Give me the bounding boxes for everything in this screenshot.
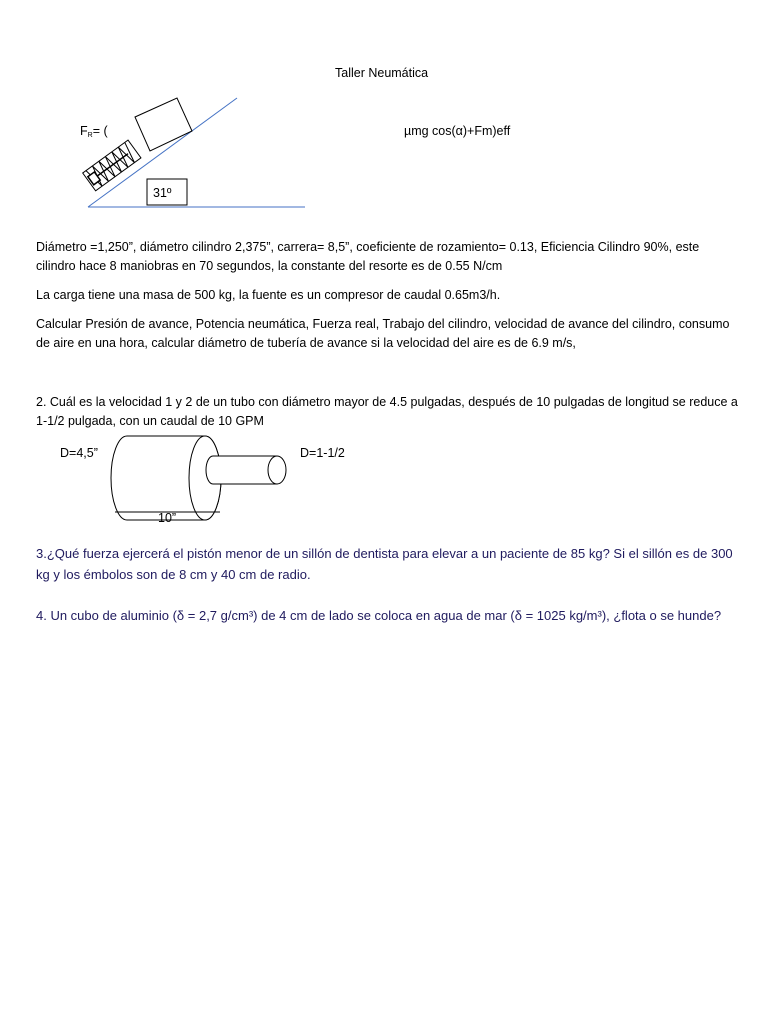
load-block: [135, 98, 192, 151]
problem4-text: 4. Un cubo de aluminio (δ = 2,7 g/cm³) de 4 cm de lado se coloca en agua de mar (δ = 1025 kg/m³), ¿flota o se hunde?: [36, 608, 722, 623]
force-equals: = (: [92, 124, 108, 138]
pipe-large-diameter: D=4,5”: [60, 446, 98, 460]
small-pipe-end: [268, 456, 286, 484]
angle-label: 31º: [153, 186, 172, 200]
problem1-load: La carga tiene una masa de 500 kg, la fuente es un compresor de caudal 0.65m3/h.: [36, 288, 501, 302]
force-symbol: F: [80, 124, 88, 138]
document-title: Taller Neumática: [335, 66, 429, 80]
pipe-small-diameter: D=1-1/2: [300, 446, 345, 460]
problem3-text: 3.¿Qué fuerza ejercerá el pistón menor de un sillón de dentista para elevar a un paciente de 85 kg? Si el sillón es de 300 kg y los émbolos son de 8 cm y 40 cm de radio.: [36, 546, 733, 582]
problem2-text: 2. Cuál es la velocidad 1 y 2 de un tubo con diámetro mayor de 4.5 pulgadas, después de 10 pulgadas de longitud se reduce a 1-1/2 pulgada, con un caudal de 10 GPM: [36, 395, 738, 428]
problem1-data: Diámetro =1,250”, diámetro cilindro 2,375”, carrera= 8,5”, coeficiente de rozamiento= 0.13, Eficiencia Cilindro 90%, este cilindro hace 8 maniobras en 70 segundos, la constante del resorte es de 0.55 N/cm: [36, 240, 700, 273]
force-label: [80, 122, 108, 145]
spring-cylinder: [83, 140, 141, 191]
incline-diagram: [80, 95, 320, 215]
pipe-diagram: [105, 432, 325, 527]
pipe-length: 10”: [158, 511, 177, 525]
force-subscript: R: [87, 132, 93, 139]
small-pipe: [206, 456, 277, 484]
friction-formula: µmg cos(α)+Fm)eff: [404, 124, 511, 138]
problem1-task: Calcular Presión de avance, Potencia neumática, Fuerza real, Trabajo del cilindro, velocidad de avance del cilindro, consumo de aire en una hora, calcular diámetro de tubería de avance si la velocidad del aire es de 6.9 m/s,: [36, 317, 730, 350]
